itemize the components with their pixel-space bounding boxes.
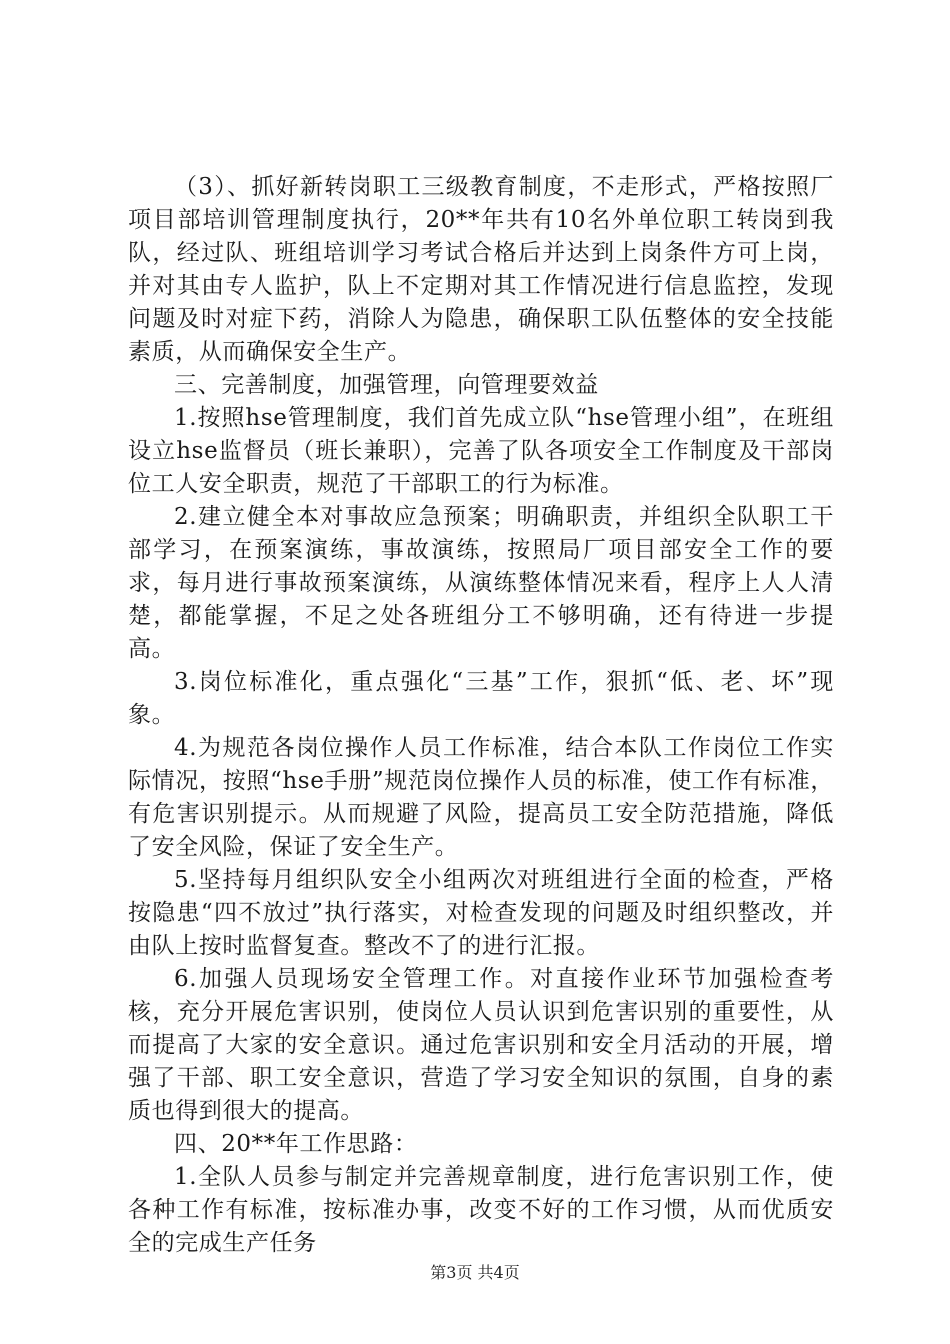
paragraph-work-plan-1: 1.全队人员参与制定并完善规章制度，进行危害识别工作，使各种工作有标准，按标准办事，改变不好的工作习惯，从而优质安全的完成生产任务 [128, 1164, 834, 1256]
section-heading-3: 三、完善制度，加强管理，向管理要效益 [174, 372, 599, 398]
paragraph-onsite-safety: 6.加强人员现场安全管理工作。对直接作业环节加强检查考核，充分开展危害识别，使岗位人员认识到危害识别的重要性，从而提高了大家的安全意识。通过危害识别和安全月活动的开展，增强了干部、职工安全意识，营造了学习安全知识的氛围，自身的素质也得到很大的提高。 [128, 966, 834, 1124]
paragraph-post-standardization: 3.岗位标准化，重点强化“三基”工作，狠抓“低、老、坏”现象。 [128, 669, 834, 728]
page-number-footer: 第3页 共4页 [430, 1263, 520, 1282]
paragraph-3-new-staff-education: （3）、抓好新转岗职工三级教育制度，不走形式，严格按照厂项目部培训管理制度执行，20**年共有10名外单位职工转岗到我队，经过队、班组培训学习考试合格后并达到上岗条件方可上岗，并对其由专人监护，队上不定期对其工作情况进行信息监控，发现问题及时对症下药，消除人为隐患，确保职工队伍整体的安全技能素质，从而确保安全生产。 [128, 174, 834, 365]
section-heading-4: 四、20**年工作思路： [174, 1131, 418, 1157]
paragraph-operation-standards: 4.为规范各岗位操作人员工作标准，结合本队工作岗位工作实际情况，按照“hse手册”规范岗位操作人员的标准，使工作有标准，有危害识别提示。从而规避了风险，提高员工安全防范措施，降低了安全风险，保证了安全生产。 [128, 735, 834, 860]
paragraph-monthly-inspection: 5.坚持每月组织队安全小组两次对班组进行全面的检查，严格按隐患“四不放过”执行落实，对检查发现的问题及时组织整改，并由队上按时监督复查。整改不了的进行汇报。 [128, 867, 834, 959]
paragraph-emergency-plan: 2.建立健全本对事故应急预案；明确职责，并组织全队职工干部学习，在预案演练，事故演练，按照局厂项目部安全工作的要求，每月进行事故预案演练，从演练整体情况来看，程序上人人清楚，都能掌握，不足之处各班组分工不够明确，还有待进一步提高。 [128, 504, 834, 662]
document-body [128, 171, 834, 1260]
paragraph-hse-management: 1.按照hse管理制度，我们首先成立队“hse管理小组”，在班组设立hse监督员（班长兼职），完善了队各项安全工作制度及干部岗位工人安全职责，规范了干部职工的行为标准。 [128, 405, 834, 497]
